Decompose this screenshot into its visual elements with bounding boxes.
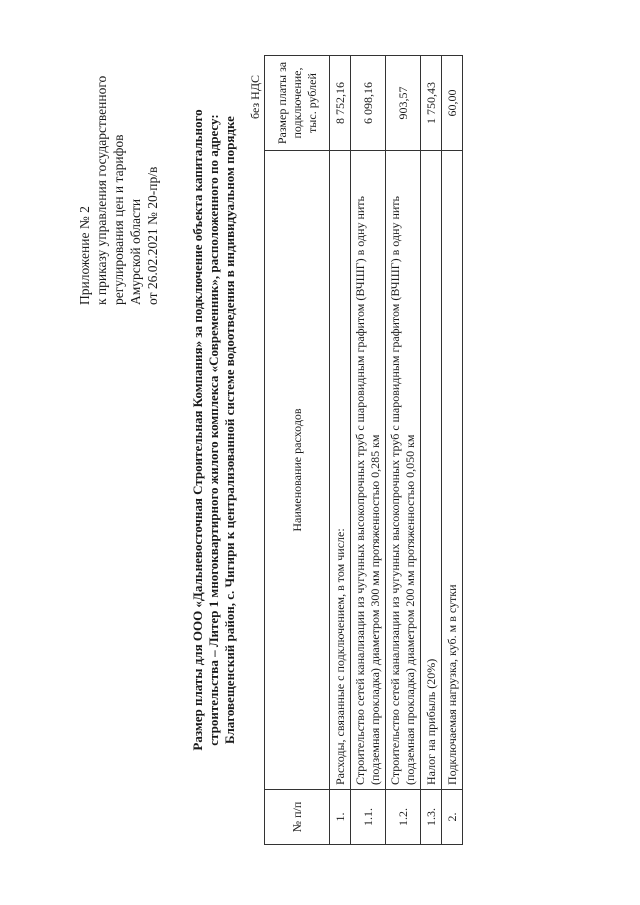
table-row — [330, 56, 351, 845]
document-title — [190, 45, 238, 815]
row-num: 1.3. — [421, 790, 442, 845]
title-line: Размер платы для ООО «Дальневосточная Строительная Компания» за подключение объекта капитального — [190, 109, 205, 751]
costs-table — [264, 55, 463, 845]
table-row — [442, 56, 463, 845]
appendix-line: Приложение № 2 — [77, 206, 92, 305]
title-line: строительства – Литер 1 многоквартирного жилого комплекса «Современник», расположенного по адресу: — [206, 114, 221, 746]
row-name: Подключаемая нагрузка, куб. м в сутки — [442, 151, 463, 790]
row-name: Строительство сетей канализации из чугунных высокопрочных труб с шаровидным графитом (ВЧШГ) в одну нить (подземная прокладка) диаметром 200 мм протяженностью 0,050 км — [386, 151, 421, 790]
row-value: 903,57 — [386, 56, 421, 151]
appendix-line: регулирования цен и тарифов — [111, 134, 126, 305]
row-num: 2. — [442, 790, 463, 845]
row-value: 1 750,43 — [421, 56, 442, 151]
header-name: Наименование расходов — [265, 151, 330, 790]
vat-note: без НДС — [248, 74, 262, 119]
row-name: Строительство сетей канализации из чугунных высокопрочных труб с шаровидным графитом (ВЧШГ) в одну нить (подземная прокладка) диаметром 300 мм протяженностью 0,285 км — [351, 151, 386, 790]
appendix-line: Амурской области — [128, 198, 143, 305]
table-row — [386, 56, 421, 845]
appendix-block — [76, 76, 161, 305]
appendix-line: к приказу управления государственного — [94, 75, 109, 305]
row-value: 60,00 — [442, 56, 463, 151]
row-value: 6 098,16 — [351, 56, 386, 151]
title-line: Благовещенский район, с. Чигири к централизованной системе водоотведения в индивидуальном порядке — [222, 116, 237, 744]
appendix-line: от 26.02.2021 № 20-пр/в — [145, 166, 160, 305]
row-num: 1. — [330, 790, 351, 845]
row-name: Налог на прибыль (20%) — [421, 151, 442, 790]
table-header-row — [265, 56, 330, 845]
row-num: 1.1. — [351, 790, 386, 845]
table-row — [351, 56, 386, 845]
row-num: 1.2. — [386, 790, 421, 845]
table-row — [421, 56, 442, 845]
header-num: № п/п — [265, 790, 330, 845]
row-value: 8 752,16 — [330, 56, 351, 151]
header-value: Размер платы за подключение, тыс. рублей — [265, 56, 330, 151]
row-name: Расходы, связанные с подключением, в том числе: — [330, 151, 351, 790]
